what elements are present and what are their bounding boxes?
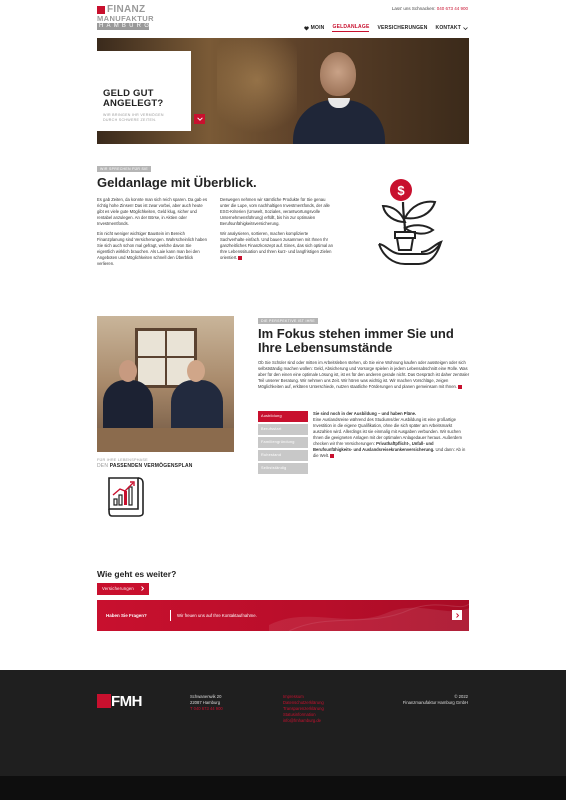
- footer-copyright-year: © 2022: [454, 694, 468, 699]
- footer-links: [283, 694, 324, 724]
- nav-item-moin[interactable]: [304, 24, 325, 32]
- banner-divider: [170, 610, 171, 621]
- footer-link-transparenz[interactable]: Transparenzerklärung: [283, 706, 324, 711]
- chevron-down-icon: [197, 116, 203, 122]
- next-steps-title: Wie geht es weiter?: [97, 569, 177, 579]
- logo-line3: HAMBURG: [99, 23, 153, 29]
- hero-text-box: [97, 51, 191, 131]
- footer-city: 22087 Hamburg: [190, 700, 221, 705]
- tab-content-bold: Privathaftpflicht-, Unfall- und Berufsunfähigkeits- und Auslandsreisekrankenversicherung.: [313, 441, 435, 452]
- nav-item-geldanlage[interactable]: [332, 24, 369, 32]
- section1-col2-paragraph1: Deswegen nehmen wir sämtliche Produkte für Sie genau unter die Lupe, vom nachhaltigen Investmentfonds, der alle ESG-Kriterien (Umwelt, Soziales, verantwortungsvolle Unternehmensführung) erfüllt, bis hin zur optimalen Berufsunfähigkeitsversicherung.: [220, 197, 330, 226]
- section2-tag: DIE PERSPEKTIVE IST IHRE: [258, 318, 318, 324]
- tab-ruhestand[interactable]: Ruhestand: [258, 450, 308, 461]
- section1-col1-paragraph1: Es gab Zeiten, da konnte man sich reich sparen. Da gab es richtig hohe Zinsen! Das ist zwar vorbei, aber auch heute gibt es viele gute Möglichkeiten, Geld klug, sicher und rentabel anzulegen. An der Börse, in Aktien oder Investmentfonds.: [97, 197, 208, 226]
- section2-title: Im Fokus stehen immer Sie und Ihre Lebensumstände: [258, 326, 454, 355]
- photo-window: [135, 328, 197, 388]
- plan-heading: [97, 463, 193, 469]
- footer-link-status[interactable]: Statusinformation: [283, 712, 316, 717]
- photo-table: [97, 428, 234, 452]
- tab-berufsstart[interactable]: Berufsstart: [258, 424, 308, 435]
- tab-selbststaendig[interactable]: Selbstständig: [258, 463, 308, 474]
- tab-content-end: Und dann: Ab in die Welt.: [313, 447, 466, 458]
- hero-title-line1: GELD GUT: [103, 88, 154, 99]
- footer-bottom-bar: [0, 776, 566, 800]
- section1-tag: WIR SPRECHEN FÜR SIE: [97, 166, 151, 172]
- header: [0, 0, 566, 38]
- nav-label-geldanlage: GELDANLAGE: [332, 24, 370, 30]
- footer-link-datenschutz[interactable]: Datenschutzerklärung: [283, 700, 324, 705]
- plan-eyebrow: FÜR IHRE LEBENSPHASE: [97, 458, 148, 462]
- hero-subtitle-line2: DURCH SCHWERE ZEITEN.: [103, 117, 157, 122]
- footer: [0, 670, 566, 776]
- footer-link-email[interactable]: info@fmhamburg.de: [283, 718, 322, 723]
- plan-heading-prefix: DEN: [97, 463, 109, 469]
- team-photo: [97, 316, 234, 452]
- nav-label-versicherungen: VERSICHERUNGEN: [377, 25, 428, 31]
- chevron-down-icon: [463, 26, 468, 31]
- logo-line1: FINANZ: [107, 4, 146, 15]
- section1-column2: [220, 197, 333, 265]
- money-plant-icon: [375, 174, 445, 270]
- hero-title: [103, 89, 191, 109]
- nav-item-versicherungen[interactable]: [377, 24, 427, 32]
- section2-intro-text: Ob Sie Schüler sind oder mitten im Arbeitsleben stehen, ob Sie eine Wohnung kaufen oder aussteigen oder sich selbstständig machen wollen: Geld, Absicherung und Vorsorge spielen in jedem Lebensabschnitt eine Rolle. Was aber für den einen eine optimale Lösung ist, ist es für den anderen gerade nicht. Das Gespräch ist daher zentraler Teil unserer Beratung. Wir nehmen uns Zeit. Wir hören was wichtig ist. Wir machen Vorschläge, zeigen Möglichkeiten auf, erklären Unterschiede, nutzen staatliche Förderungen und planen gemeinsam mit Ihnen.: [258, 360, 470, 389]
- section2-intro: [258, 360, 470, 394]
- banner-contact-button[interactable]: [452, 610, 462, 620]
- plan-heading-text: PASSENDEN VERMÖGENSPLAN: [109, 463, 193, 469]
- footer-logo-text: FMH: [111, 693, 142, 710]
- hero-subtitle-line1: WIR BRINGEN IHR VERMÖGEN: [103, 113, 164, 117]
- section1-col2-paragraph2: Wir analysieren, sortieren, machen komplizierte Sachverhalte einfach. Und bauen zusammen mit Ihnen Ihr ganzheitliches Finanzkonzept auf. Eines, das sich optimal an Ihre Lebenssituation und Ihren kurz- und langfristigen Zielen orientiert.: [220, 231, 333, 260]
- hero-title-line2: ANGELEGT?: [103, 98, 164, 109]
- call-us: [392, 6, 468, 11]
- call-us-phone[interactable]: 040 673 44 900: [436, 6, 468, 11]
- svg-text:$: $: [397, 183, 405, 198]
- tab-content: [313, 411, 470, 463]
- growth-plan-icon: [106, 475, 146, 517]
- end-square: [330, 454, 334, 458]
- footer-street: Schwanenwik 20: [190, 694, 222, 699]
- tab-familiengruendung[interactable]: Familiengründung: [258, 437, 308, 448]
- footer-phone[interactable]: T 040 673 44 900: [190, 706, 223, 711]
- hero-person-head: [320, 52, 356, 96]
- chevron-right-icon: [140, 586, 145, 591]
- life-phase-tabs: [258, 411, 308, 476]
- nav-item-kontakt[interactable]: [436, 24, 468, 32]
- nav-label-moin: MOIN: [310, 25, 325, 31]
- heart-icon: [304, 26, 309, 31]
- banner-question: Haben Sie Fragen?: [106, 613, 147, 618]
- chevron-right-icon: [455, 613, 460, 618]
- versicherungen-button-label: Versicherungen: [102, 586, 134, 591]
- footer-address: [190, 694, 223, 712]
- end-square: [238, 256, 242, 260]
- banner-text: Wir freuen uns auf Ihre Kontaktaufnahme.: [177, 613, 257, 618]
- footer-link-impressum[interactable]: Impressum: [283, 694, 304, 699]
- hero-subtitle: [103, 113, 191, 122]
- call-us-text: Lass' uns Schnacken:: [391, 6, 436, 11]
- section1-title: Geldanlage mit Überblick.: [97, 175, 257, 190]
- tab-content-text: Eine Auslandsreise während des Studiums/der Ausbildung ist eine großartige Investition in die eigene Qualifikation, ohne die sich später am Arbeitsmarkt auszahlen wird. Allerdings ist sie einmalig mit Ausgaben verbunden. Wir suchen Ihnen die geeigneten Anlagen mit der optimalen Anlagedauer heraus. Außerdem checken wir Ihre Versicherungen:: [313, 417, 462, 446]
- main-nav: [304, 24, 468, 32]
- nav-label-kontakt: KONTAKT: [435, 25, 461, 31]
- section1-column1: [97, 197, 210, 271]
- footer-copyright: [403, 694, 468, 706]
- logo-line2: MANUFAKTUR: [97, 14, 154, 23]
- section1-col1-paragraph2: Ein nicht weniger wichtiger Baustein im Bereich Finanzplanung sind Versicherungen. Wahrscheinlich haben Sie sich auch schon mal gefragt, welche davon Sie eigentlich wirklich brauchen. Als Laie kann man bei den Angeboten und Möglichkeiten schnell den Überblick verlieren.: [97, 231, 207, 266]
- tab-content-heading: Sie sind noch in der Ausbildung – und haben Pläne.: [313, 411, 417, 416]
- hero-background-painting: [217, 38, 297, 144]
- logo-square: [97, 6, 105, 14]
- photo-person2-head: [187, 360, 205, 382]
- footer-logo-square: [97, 694, 111, 708]
- end-square: [458, 385, 462, 389]
- tab-ausbildung[interactable]: Ausbildung: [258, 411, 308, 422]
- banner-wave-pattern: [269, 600, 469, 631]
- footer-company: Finanzmanufaktur Hamburg GmbH: [402, 700, 468, 705]
- contact-banner: [97, 600, 469, 631]
- hero-scroll-button[interactable]: [194, 114, 205, 124]
- versicherungen-button[interactable]: [97, 583, 149, 595]
- hero-banner: [97, 38, 469, 144]
- photo-person1-head: [119, 360, 137, 382]
